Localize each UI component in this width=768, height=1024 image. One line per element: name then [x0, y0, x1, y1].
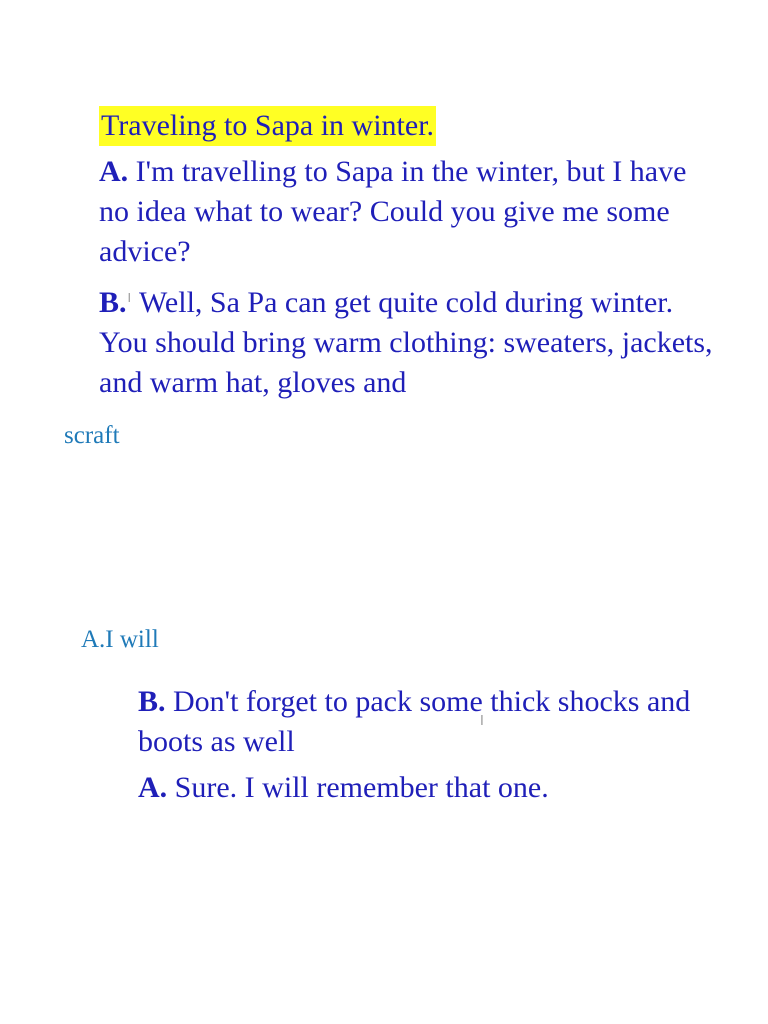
typed-text-line-1[interactable]: scraft — [64, 422, 120, 449]
dialogue-line-b2 — [138, 682, 758, 762]
speaker-a-label: A. — [99, 155, 129, 188]
dialogue-image-block-1 — [99, 106, 719, 403]
typed-text-line-2[interactable]: A.I will — [81, 626, 159, 653]
mouse-cursor-icon: I — [480, 714, 484, 729]
dialogue-line-a — [99, 152, 719, 272]
speaker-a2-label: A. — [138, 771, 168, 804]
line-b-text: Well, Sa Pa can get quite cold during winter. You should bring warm clothing: sweaters, jackets, and warm hat, gloves and — [99, 286, 713, 399]
line-a-text: I'm travelling to Sapa in the winter, but I have no idea what to wear? Could you give me some advice? — [99, 155, 687, 268]
speaker-b2-label: B. — [138, 685, 166, 718]
line-a2-text: Sure. I will remember that one. — [167, 771, 549, 804]
dialogue-image-block-2 — [138, 682, 758, 808]
dialogue-line-a2 — [138, 768, 758, 808]
dialogue-title: Traveling to Sapa in winter. — [99, 106, 436, 146]
dialogue-title-line — [99, 106, 719, 146]
text-cursor-icon: I — [127, 291, 132, 305]
dialogue-line-b — [99, 278, 719, 403]
line-b2-text: Don't forget to pack some thick shocks and boots as well — [138, 685, 691, 758]
speaker-b-label: B. — [99, 286, 127, 319]
